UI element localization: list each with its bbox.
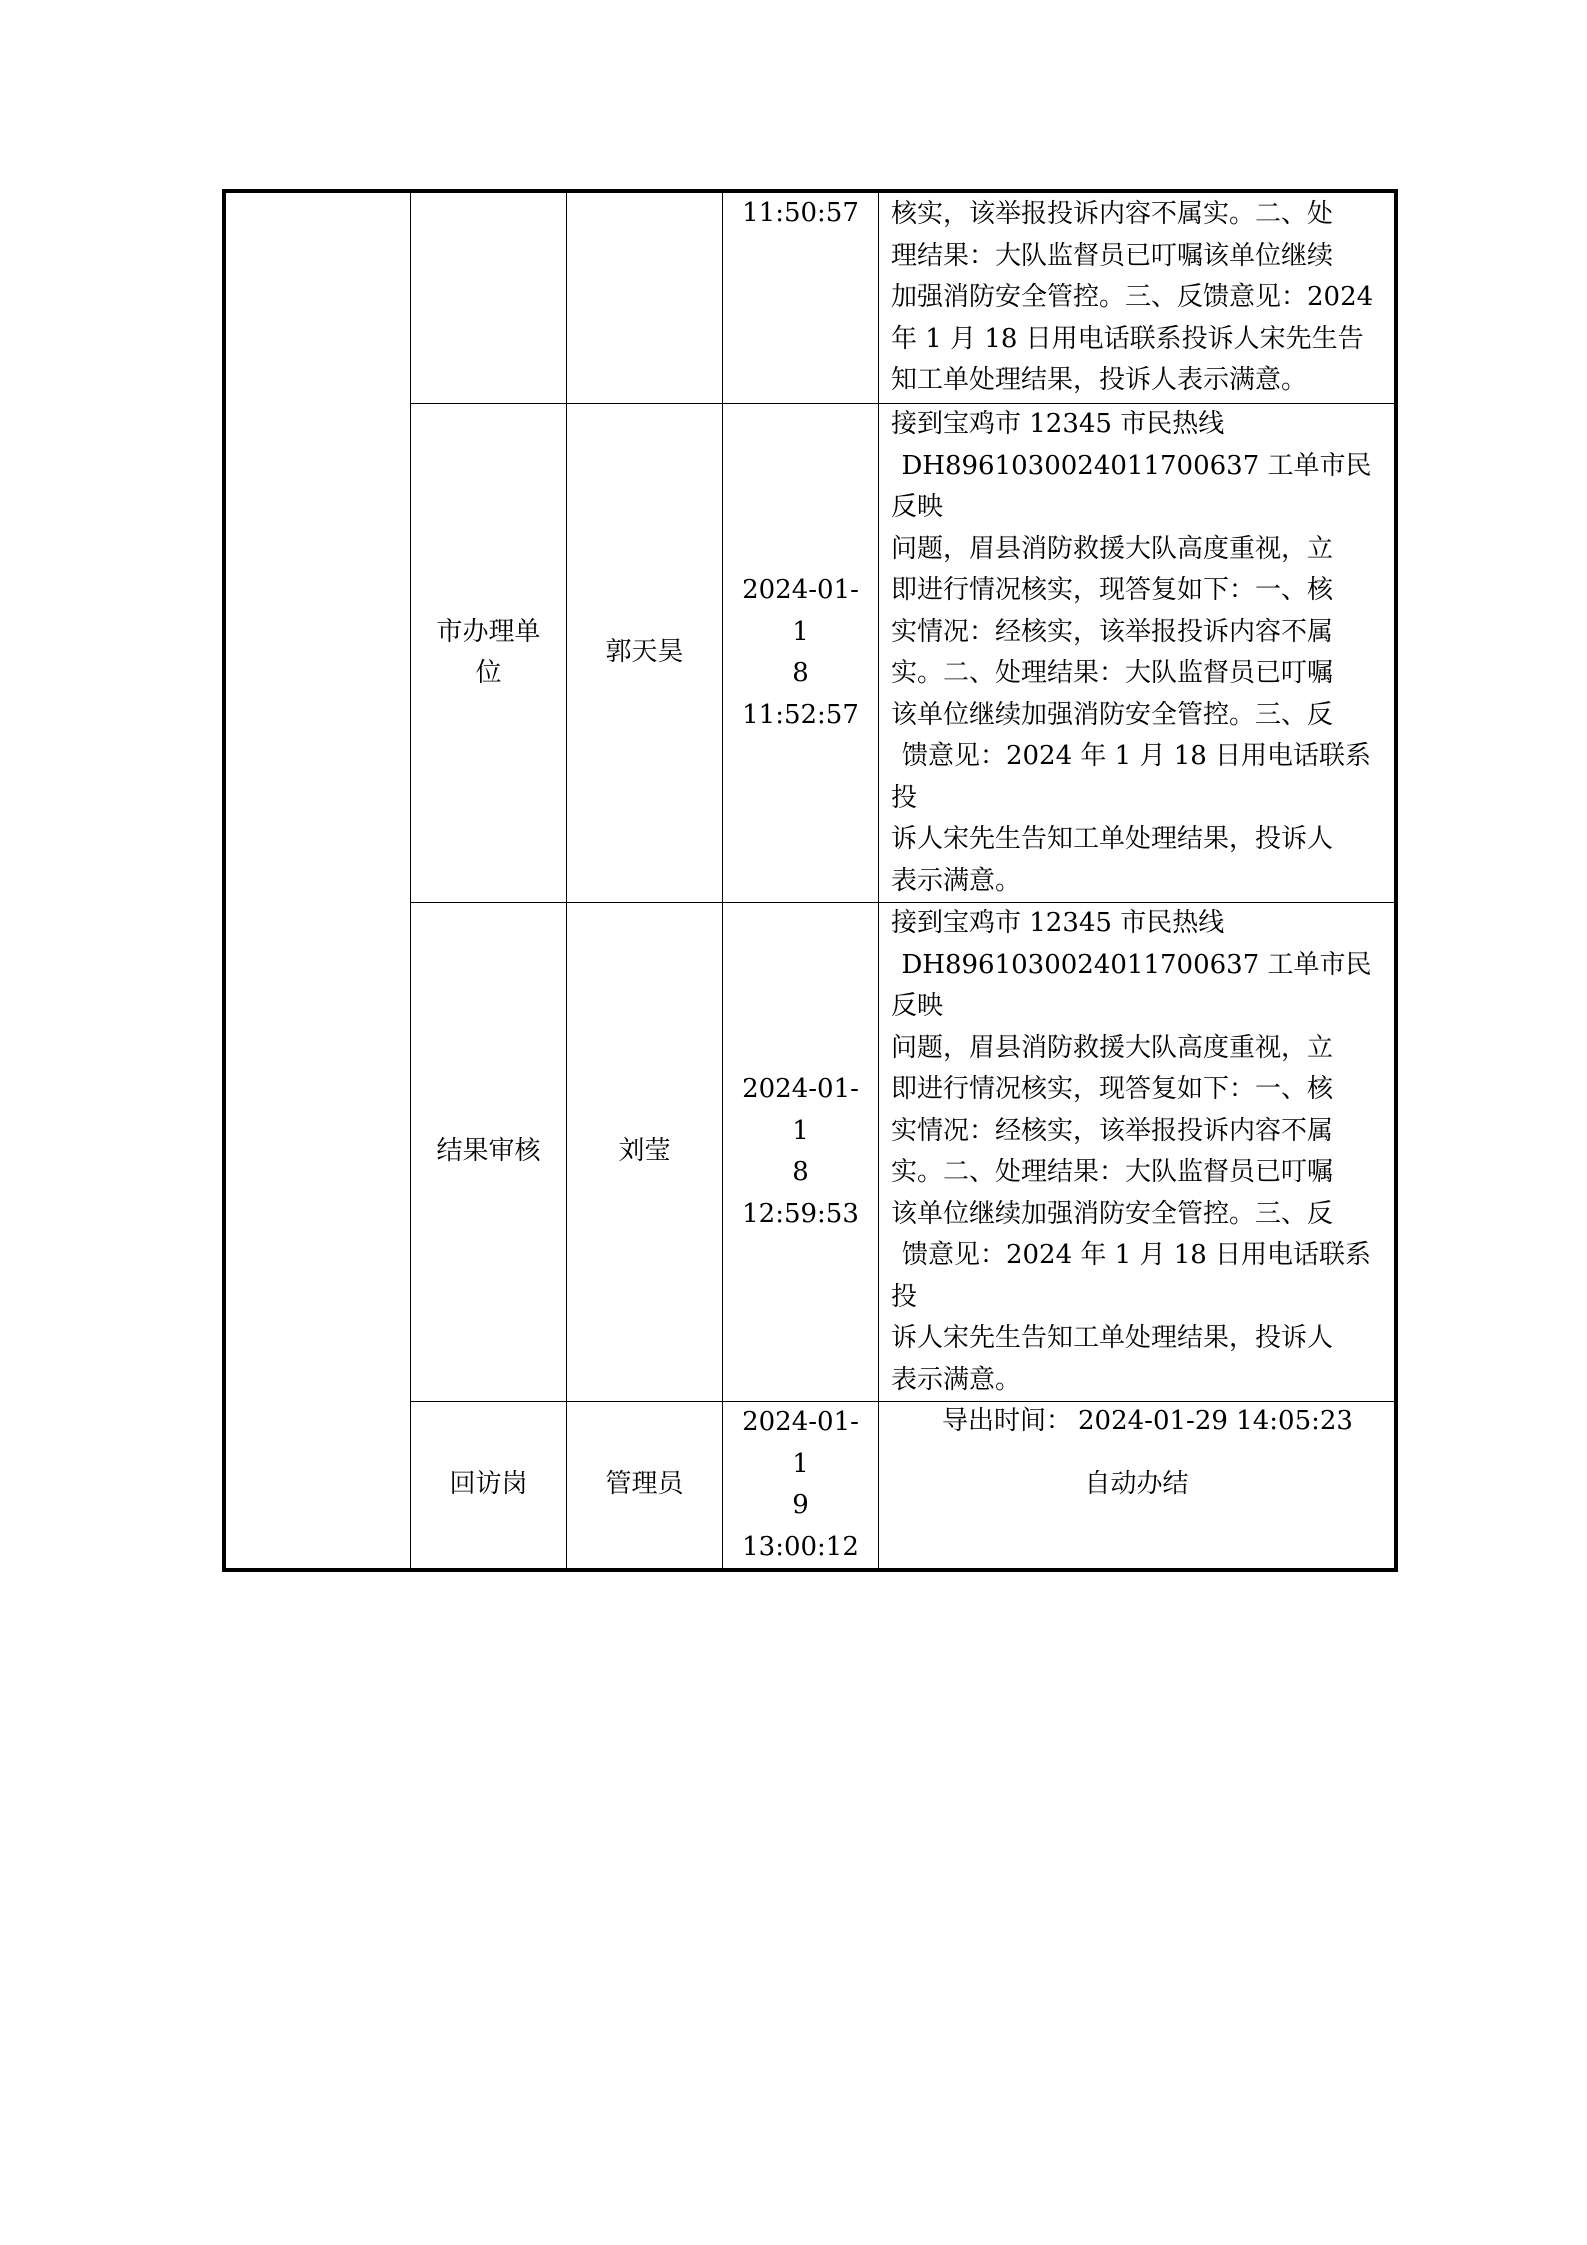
time-line: 9 xyxy=(792,1490,809,1520)
handler-cell: 管理员 xyxy=(567,1402,723,1569)
opinion-line: 问题，眉县消防救援大队高度重视，立 xyxy=(891,533,1334,564)
time-line: 13:00:12 xyxy=(742,1531,859,1562)
opinion-line: 表示满意。 xyxy=(891,865,1022,896)
opinion-line: 问题，眉县消防救援大队高度重视，立 xyxy=(891,1032,1334,1063)
opinion-line: 诉人宋先生告知工单处理结果，投诉人 xyxy=(891,824,1334,854)
opinion-line: 即进行情况核实，现答复如下：一、核 xyxy=(891,575,1334,605)
opinion-cell xyxy=(879,193,1395,404)
handler-cell xyxy=(567,193,723,404)
opinion-line: 年 1 月 18 日用电话联系投诉人宋先生告 xyxy=(891,323,1364,354)
handler-cell: 刘莹 xyxy=(567,903,723,1402)
time-line: 11:52:57 xyxy=(742,699,859,730)
opinion-line: 实情况：经核实，该举报投诉内容不属 xyxy=(891,616,1334,647)
opinion-line: 理结果：大队监督员已叮嘱该单位继续 xyxy=(891,240,1334,271)
time-line: 2024-01-1 xyxy=(742,1074,859,1146)
export-time-label: 导出时间： xyxy=(942,1406,1073,1436)
opinion-line: DH8961030024011700637 工单市民反映 xyxy=(891,450,1372,522)
time-cell xyxy=(723,903,879,1402)
table-row xyxy=(226,193,1395,404)
opinion-line: 表示满意。 xyxy=(891,1364,1022,1395)
time-line: 8 xyxy=(792,1157,809,1187)
time-cell xyxy=(723,193,879,404)
time-cell xyxy=(723,1402,879,1569)
step-line: 位 xyxy=(475,658,502,688)
time-line: 2024-01-1 xyxy=(742,575,859,647)
opinion-line: 核实，该举报投诉内容不属实。二、处 xyxy=(891,199,1334,230)
time-line: 11:50:57 xyxy=(742,198,859,228)
opinion-cell xyxy=(879,404,1395,903)
opinion-cell: 自动办结 xyxy=(879,1402,1395,1569)
opinion-line: 馈意见：2024 年 1 月 18 日用电话联系投 xyxy=(891,741,1372,813)
export-time xyxy=(942,1400,1353,1437)
time-line: 8 xyxy=(792,658,809,688)
handler-cell: 郭天昊 xyxy=(567,404,723,903)
opinion-line: 诉人宋先生告知工单处理结果，投诉人 xyxy=(891,1323,1334,1353)
opinion-line: 知工单处理结果，投诉人表示满意。 xyxy=(891,365,1308,396)
opinion-line: 接到宝鸡市 12345 市民热线 xyxy=(891,409,1225,439)
opinion-line: 接到宝鸡市 12345 市民热线 xyxy=(891,908,1225,938)
step-cell: 结果审核 xyxy=(411,903,567,1402)
opinion-line: 该单位继续加强消防安全管控。三、反 xyxy=(891,699,1334,730)
step-cell: 回访岗 xyxy=(411,1402,567,1569)
opinion-line: 实情况：经核实，该举报投诉内容不属 xyxy=(891,1115,1334,1146)
merged-category-cell xyxy=(226,193,411,1569)
process-record-table xyxy=(225,192,1395,1569)
step-line: 市办理单 xyxy=(436,616,541,647)
opinion-line: 实。二、处理结果：大队监督员已叮嘱 xyxy=(891,1157,1334,1187)
opinion-line: DH8961030024011700637 工单市民反映 xyxy=(891,949,1372,1021)
opinion-cell xyxy=(879,903,1395,1402)
opinion-line: 馈意见：2024 年 1 月 18 日用电话联系投 xyxy=(891,1240,1372,1312)
time-cell xyxy=(723,404,879,903)
opinion-line: 该单位继续加强消防安全管控。三、反 xyxy=(891,1198,1334,1229)
time-line: 12:59:53 xyxy=(742,1198,859,1229)
export-time-value: 2024-01-29 14:05:23 xyxy=(1078,1406,1353,1436)
time-line: 2024-01-1 xyxy=(742,1407,859,1479)
step-cell xyxy=(411,404,567,903)
step-cell xyxy=(411,193,567,404)
opinion-line: 即进行情况核实，现答复如下：一、核 xyxy=(891,1074,1334,1104)
opinion-line: 加强消防安全管控。三、反馈意见：2024 xyxy=(891,282,1374,313)
opinion-line: 实。二、处理结果：大队监督员已叮嘱 xyxy=(891,658,1334,688)
